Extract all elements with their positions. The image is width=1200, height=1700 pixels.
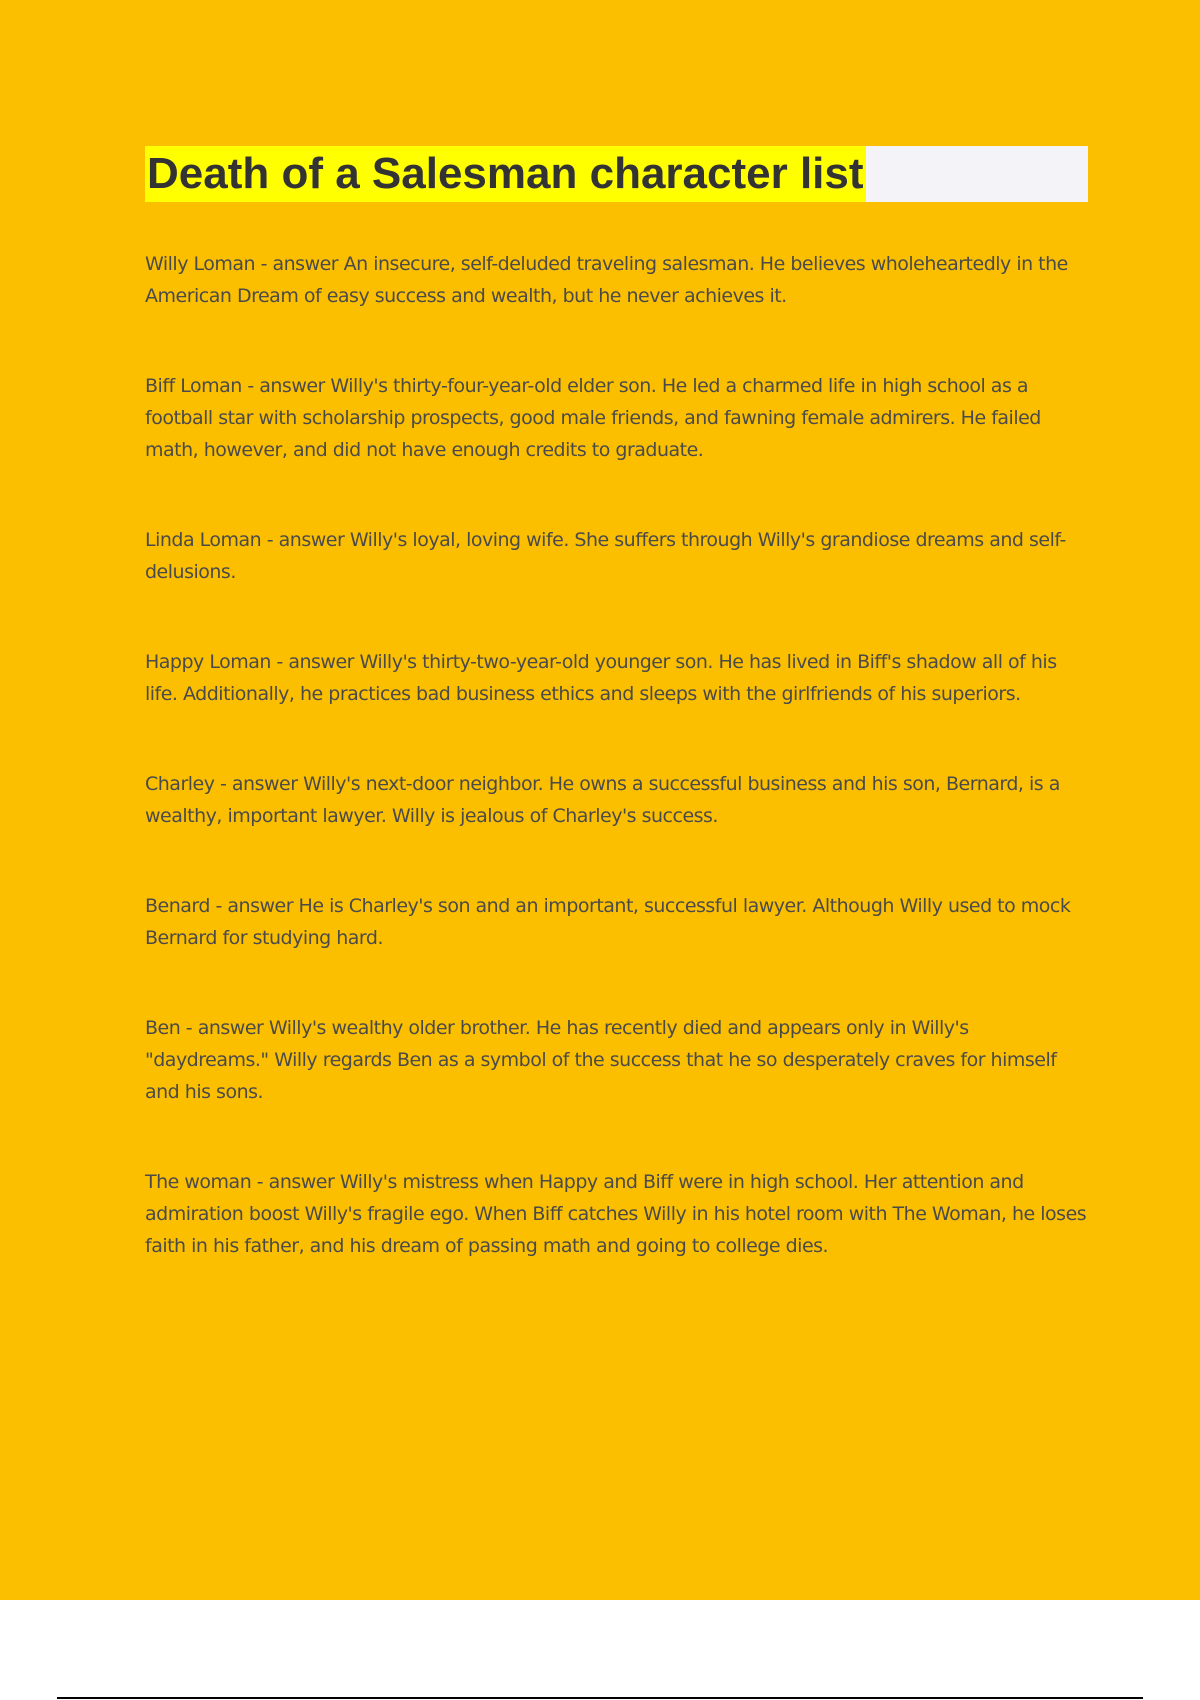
document-title: Death of a Salesman character list	[145, 146, 866, 202]
character-entry-the-woman: The woman - answer Willy's mistress when Happy and Biff were in high school. Her attention and admiration boost Willy's fragile ego. When Biff catches Willy in his hotel room with The Woman, he loses faith in his father, and his dream of passing math and going to college dies.	[145, 1171, 1087, 1257]
character-list	[145, 248, 1090, 1320]
character-entry-willy-loman: Willy Loman - answer An insecure, self-deluded traveling salesman. He believes wholeheartedly in the American Dream of easy success and wealth, but he never achieves it.	[145, 253, 1068, 307]
character-entry-biff-loman: Biff Loman - answer Willy's thirty-four-year-old elder son. He led a charmed life in high school as a football star with scholarship prospects, good male friends, and fawning female admirers. He failed math, however, and did not have enough credits to graduate.	[145, 375, 1041, 461]
character-entry-linda-loman: Linda Loman - answer Willy's loyal, loving wife. She suffers through Willy's grandiose dreams and self-delusions.	[145, 529, 1066, 583]
character-entry-benard: Benard - answer He is Charley's son and an important, successful lawyer. Although Willy used to mock Bernard for studying hard.	[145, 895, 1071, 949]
character-entry-charley: Charley - answer Willy's next-door neighbor. He owns a successful business and his son, Bernard, is a wealthy, important lawyer. Willy is jealous of Charley's success.	[145, 773, 1060, 827]
character-entry-happy-loman: Happy Loman - answer Willy's thirty-two-year-old younger son. He has lived in Biff's shadow all of his life. Additionally, he practices bad business ethics and sleeps with the girlfriends of his superiors.	[145, 651, 1057, 705]
footer-divider	[57, 1697, 1143, 1699]
character-entry-ben: Ben - answer Willy's wealthy older brother. He has recently died and appears only in Willy's "daydreams." Willy regards Ben as a symbol of the success that he so desperately craves for himself and his sons.	[145, 1017, 1057, 1103]
